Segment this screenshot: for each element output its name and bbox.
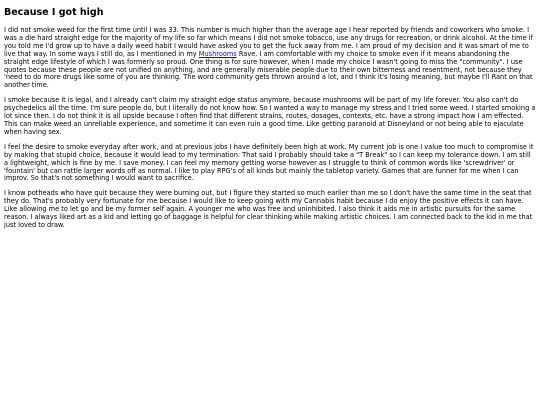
paragraph-1-text-after: Rave. I am comfortable with my choice to smoke even if it means abandoning the straight edge lifestyle of which I was formerly so proud. One thing is for sure however, when I made my choice I wasn't going to miss the "community". I use quotes because these people are not unified on anything, and are generally miserable people due to their own bitterness and resentment, not because they 'need to do more drugs like some of you are thinking. The word community gets thrown around a lot, and I think it's losing meaning, but maybe I'll Rant on that another time. (4, 49, 533, 90)
paragraph-3: I feel the desire to smoke everyday after work, and at previous jobs I have definitely been high at work. My current job is one I value too much to compromise it by making that stupid choice, because it would lead to my termination. That said I probably should take a "T Break" so I can keep my tolerance down. I am still a lightweight, which is fine by me. I save money. I can feel my memory getting worse however as I struggle to think of common words like 'screwdriver' or 'fountain' but can rattle larger words off as normal. I like to play RPG's of all kinds but mainly the tabletop variety. Games that are funner for me when I can improv. So that's not something I would want to sacrifice. (4, 142, 534, 183)
paragraph-4: I know potheads who have quit because they were burning out, but I figure they started so much earlier than me so I don't have the same time in the seat that they do. That's probably very fortunate for me because I would like to keep going with my Cannabis habit because I do enjoy the positive effects it can have. Like allowing me to let go and be my former self again. A younger me who was free and uninhibited. I also think it aids me in artistic pursuits for the same reason. I always liked art as a kid and letting go of baggage is helpful for clear thinking while making artistic choices. I am connected back to the kid in me that just loved to draw. (4, 189, 533, 229)
paragraph-1 (4, 27, 536, 90)
page-title: Because I got high (4, 7, 104, 18)
mushrooms-link[interactable]: Mushrooms (198, 49, 237, 58)
paragraph-1-text-before: I did not smoke weed for the first time until I was 33. This number is much higher than the average age I hear reported by friends and coworkers who smoke. I was a die hard straight edge for the majority of my life so far which means I did not smoke tobacco, use any drugs for recreation, or drink alcohol. At the time if you told me I'd grow up to have a daily weed habit I would have asked you to get the fuck away from me. I am proud of my decision and it was smart of me to live that way. In some ways I still do, as I mentioned in my (4, 26, 533, 58)
paragraph-2: I smoke because it is legal, and I already can't claim my straight edge status anymore, because mushrooms will be part of my life forever. You also can't do psychedelics all the time. I'm sure people do, but I literally do not know how. So I wanted a way to manage my stress and I tried some weed. I started smoking a lot since then. I do not think it is all upside because I often find that different strains, routes, dosages, contexts, etc. have a strong impact how I am effected. This can make weed an unreliable experience, and sometime it can even ruin a good time. Like getting paranoid at Disneyland or not being able to ejaculate when having sex. (4, 96, 536, 136)
